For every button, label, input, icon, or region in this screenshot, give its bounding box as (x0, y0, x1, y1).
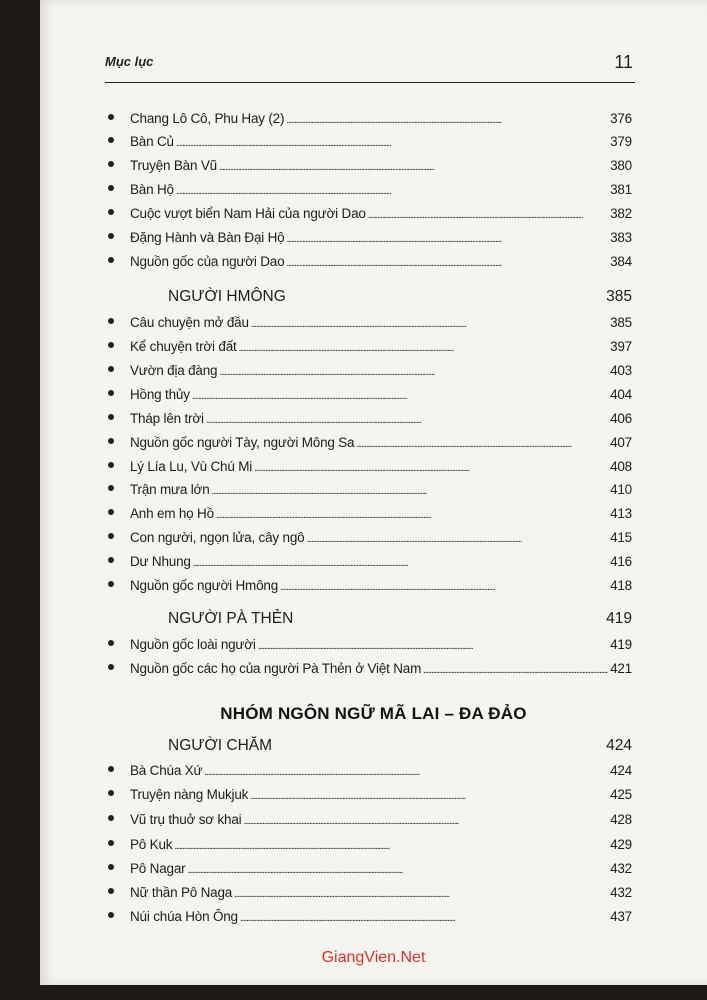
bullet-icon (108, 137, 114, 143)
header-title: Mục lục (105, 54, 154, 69)
entry-page: 407 (610, 435, 632, 450)
dot-leader (174, 841, 608, 852)
toc-entry (108, 637, 632, 657)
entry-title: Kể chuyện trời đất (130, 339, 237, 354)
book-page (40, 0, 707, 985)
bullet-icon (108, 533, 114, 539)
language-group-heading: NHÓM NGÔN NGỮ MÃ LAI – ĐA ĐẢO (220, 704, 527, 723)
toc-entry (108, 315, 632, 335)
bullet-icon (108, 864, 114, 870)
dot-leader (243, 816, 608, 827)
dot-leader (204, 767, 608, 778)
section-title: NGƯỜI CHĂM (168, 737, 273, 754)
dot-leader (219, 367, 608, 378)
entry-page: 429 (610, 837, 632, 852)
entry-title: Bàn Hộ (130, 182, 174, 197)
bullet-icon (108, 640, 114, 646)
entry-page: 385 (610, 315, 632, 330)
bullet-icon (108, 233, 114, 239)
toc-entry (108, 230, 632, 250)
entry-title: Truyện nàng Mukjuk (130, 787, 249, 802)
bullet-icon (108, 462, 114, 468)
dot-leader (254, 463, 608, 474)
entry-title: Pô Nagar (130, 861, 186, 876)
toc-entry (108, 812, 632, 832)
bullet-icon (108, 840, 114, 846)
entry-title: Tháp lên trời (130, 411, 204, 426)
toc-entry (108, 411, 632, 431)
dot-leader (356, 439, 608, 450)
dot-leader (206, 415, 608, 426)
bullet-icon (108, 888, 114, 894)
section-title: NGƯỜI HMÔNG (168, 288, 286, 305)
bullet-icon (108, 790, 114, 796)
entry-page: 437 (610, 909, 632, 924)
entry-title: Bàn Củ (130, 134, 174, 149)
toc-entry (108, 482, 632, 502)
entry-title: Lý Lía Lu, Vù Chú Mi (130, 459, 253, 474)
section-page: 419 (606, 610, 632, 627)
dot-leader (234, 889, 608, 900)
entry-page: 413 (610, 506, 632, 521)
bullet-icon (108, 390, 114, 396)
dot-leader (286, 258, 608, 269)
entry-page: 432 (610, 885, 632, 900)
entry-title: Nữ thần Pô Naga (130, 885, 233, 900)
dot-leader (368, 210, 608, 221)
entry-title: Pô Kuk (130, 837, 173, 852)
entry-title: Câu chuyện mở đầu (130, 315, 249, 330)
dot-leader (176, 138, 608, 149)
dot-leader (240, 913, 608, 924)
bullet-icon (108, 414, 114, 420)
toc-entry (108, 158, 632, 178)
entry-title: Nguồn gốc loài người (130, 637, 256, 652)
bullet-icon (108, 114, 114, 120)
entry-page: 380 (610, 158, 632, 173)
section-heading-hmong (168, 288, 632, 310)
entry-page: 376 (610, 111, 632, 126)
entry-title: Con người, ngọn lửa, cây ngô (130, 530, 305, 545)
bullet-icon (108, 438, 114, 444)
dot-leader (286, 115, 608, 126)
bullet-icon (108, 485, 114, 491)
entry-title: Bà Chúa Xứ (130, 763, 203, 778)
entry-page: 415 (610, 530, 632, 545)
entry-title: Truyện Bàn Vũ (130, 158, 217, 173)
entry-page: 384 (610, 254, 632, 269)
entry-title: Trận mưa lớn (130, 482, 210, 497)
bullet-icon (108, 342, 114, 348)
watermark: GiangVien.Net (321, 949, 426, 966)
section-heading-pathen (168, 610, 632, 632)
entry-page: 403 (610, 363, 632, 378)
bullet-icon (108, 664, 114, 670)
dot-leader (192, 391, 608, 402)
toc-entry (108, 578, 632, 598)
section-title: NGƯỜI PÀ THẺN (168, 610, 294, 627)
bullet-icon (108, 815, 114, 821)
entry-title: Nguồn gốc của người Dao (130, 254, 285, 269)
entry-page: 381 (610, 182, 632, 197)
entry-title: Hồng thủy (130, 387, 190, 402)
bullet-icon (108, 366, 114, 372)
page-number: 11 (614, 52, 633, 72)
entry-title: Dư Nhung (130, 554, 191, 569)
entry-page: 406 (610, 411, 632, 426)
entry-title: Anh em họ Hồ (130, 506, 214, 521)
toc-entry (108, 554, 632, 574)
toc-entry (108, 435, 632, 455)
entry-page: 418 (610, 578, 632, 593)
dot-leader (423, 665, 608, 676)
toc-entry (108, 387, 632, 407)
entry-page: 428 (610, 812, 632, 827)
bullet-icon (108, 581, 114, 587)
toc-entry (108, 111, 632, 131)
toc-entry (108, 254, 632, 274)
dot-leader (287, 234, 609, 245)
bullet-icon (108, 557, 114, 563)
entry-title: Nguồn gốc người Hmông (130, 578, 279, 593)
toc-entry (108, 363, 632, 383)
entry-title: Cuộc vượt biển Nam Hải của người Dao (130, 206, 366, 221)
dot-leader (219, 162, 608, 173)
bullet-icon (108, 766, 114, 772)
entry-page: 382 (610, 206, 632, 221)
dot-leader (187, 865, 608, 876)
entry-page: 416 (610, 554, 632, 569)
dot-leader (239, 343, 609, 354)
dot-leader (280, 582, 608, 593)
dot-leader (176, 186, 608, 197)
bullet-icon (108, 209, 114, 215)
entry-page: 425 (610, 787, 632, 802)
dot-leader (306, 534, 608, 545)
dot-leader (212, 486, 609, 497)
toc-entry (108, 861, 632, 881)
entry-page: 383 (610, 230, 632, 245)
entry-page: 379 (610, 134, 632, 149)
entry-page: 432 (610, 861, 632, 876)
toc-entry (108, 909, 632, 929)
running-header (105, 52, 635, 83)
entry-page: 424 (610, 763, 632, 778)
dot-leader (216, 510, 608, 521)
entry-title: Vũ trụ thuở sơ khai (130, 812, 242, 827)
toc-entry (108, 530, 632, 550)
section-heading-cham (168, 737, 632, 759)
toc-entry (108, 182, 632, 202)
bullet-icon (108, 509, 114, 515)
entry-page: 419 (610, 637, 632, 652)
entry-title: Nguồn gốc người Tày, người Mông Sa (130, 435, 355, 450)
entry-page: 408 (610, 459, 632, 474)
entry-title: Vườn địa đàng (130, 363, 218, 378)
bullet-icon (108, 318, 114, 324)
entry-page: 404 (610, 387, 632, 402)
bullet-icon (108, 912, 114, 918)
toc-entry (108, 661, 632, 681)
toc-entry (108, 763, 632, 783)
toc-entry (108, 787, 632, 807)
toc-entry (108, 134, 632, 154)
entry-title: Chang Lô Cô, Phu Hay (2) (130, 111, 285, 126)
toc-entry (108, 885, 632, 905)
entry-page: 421 (610, 661, 632, 676)
toc-entry (108, 206, 632, 226)
bullet-icon (108, 185, 114, 191)
dot-leader (193, 558, 608, 569)
entry-title: Núi chúa Hòn Ông (130, 909, 238, 924)
dot-leader (251, 319, 608, 330)
bullet-icon (108, 257, 114, 263)
section-page: 385 (606, 288, 632, 305)
toc-entry (108, 837, 632, 857)
bullet-icon (108, 161, 114, 167)
dot-leader (250, 791, 608, 802)
entry-title: Nguồn gốc các họ của người Pà Thẻn ở Việt Nam (130, 661, 422, 676)
entry-title: Đặng Hành và Bàn Đại Hộ (130, 230, 285, 245)
entry-page: 410 (610, 482, 632, 497)
section-page: 424 (606, 737, 632, 754)
dot-leader (258, 641, 608, 652)
toc-entry (108, 339, 632, 359)
toc-entry (108, 459, 632, 479)
entry-page: 397 (610, 339, 632, 354)
toc-entry (108, 506, 632, 526)
